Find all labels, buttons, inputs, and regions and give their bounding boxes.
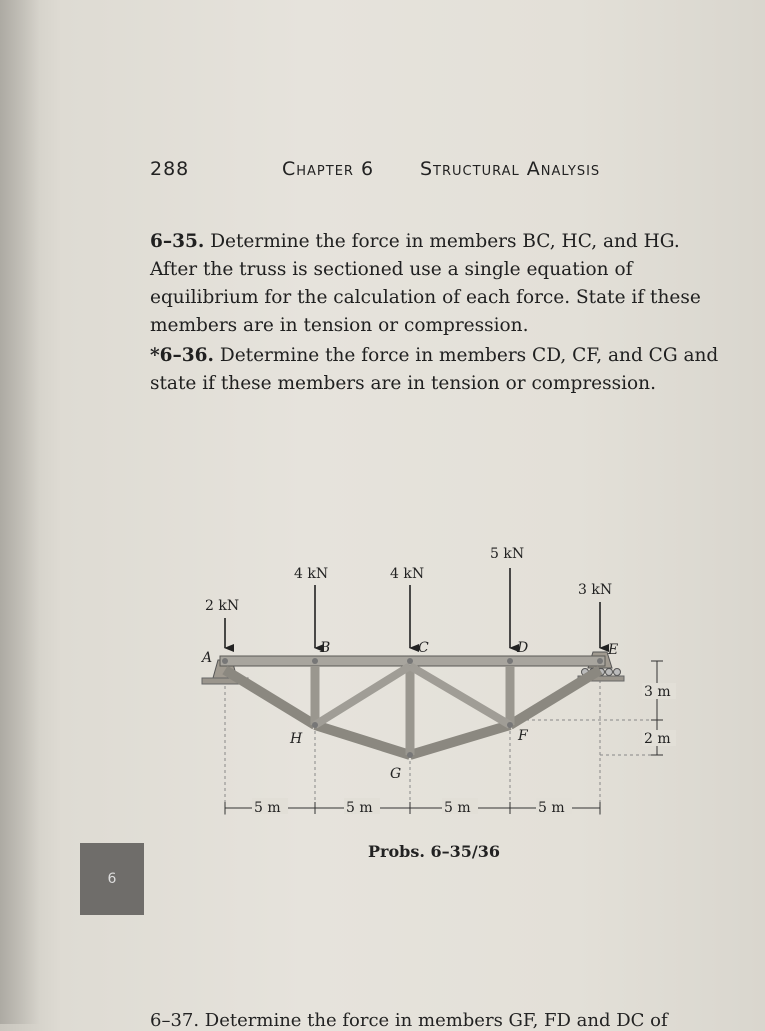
page-number: 288 <box>150 158 190 180</box>
height-label-lower: 2 m <box>644 731 671 747</box>
truss-figure <box>180 530 680 830</box>
running-header <box>150 158 670 188</box>
span-dimension-labels <box>252 798 572 816</box>
load-label-E: 3 kN <box>578 582 613 598</box>
joint-label-E: E <box>608 642 619 658</box>
joint-label-A: A <box>202 650 213 666</box>
span-label-2: 5 m <box>346 800 373 816</box>
chapter-tab-number: 6 <box>107 871 117 887</box>
problem-text: Determine the force in members CD, CF, and CG and state if these members are in tension or compression. <box>150 345 719 394</box>
load-label-B: 4 kN <box>294 566 329 582</box>
problem-number: 6–35. <box>150 231 205 252</box>
height-label-upper: 3 m <box>644 684 671 700</box>
span-label-4: 5 m <box>538 800 565 816</box>
chapter-thumb-tab <box>80 843 144 915</box>
height-dimension-labels <box>642 683 676 747</box>
page-gutter-shadow <box>0 0 40 1024</box>
load-label-C: 4 kN <box>390 566 425 582</box>
truss-members <box>220 656 605 755</box>
joint-label-H: H <box>290 731 303 747</box>
joint-label-F: F <box>518 728 528 744</box>
section-title: Structural Analysis <box>420 158 601 180</box>
span-label-1: 5 m <box>254 800 281 816</box>
problem-number: *6–36. <box>150 345 214 366</box>
load-label-D: 5 kN <box>490 546 525 562</box>
problem-6-35 <box>150 228 720 340</box>
joint-label-D: D <box>517 640 529 656</box>
load-labels <box>205 546 612 614</box>
chapter-label: Chapter 6 <box>282 158 375 180</box>
problem-6-36 <box>150 342 720 398</box>
load-label-A: 2 kN <box>205 598 240 614</box>
joint-label-G: G <box>390 766 402 782</box>
joint-label-B: B <box>320 640 331 656</box>
joint-label-C: C <box>418 640 429 656</box>
next-problem-fragment: 6–37. Determine the force in members GF, FD and DC of <box>150 1010 668 1031</box>
figure-caption: Probs. 6–35/36 <box>368 842 500 861</box>
problem-text: Determine the force in members BC, HC, and HG. After the truss is sectioned use a single equation of equilibrium for the calculation of each force. State if these members are in tension or compression. <box>150 231 701 336</box>
span-label-3: 5 m <box>444 800 471 816</box>
